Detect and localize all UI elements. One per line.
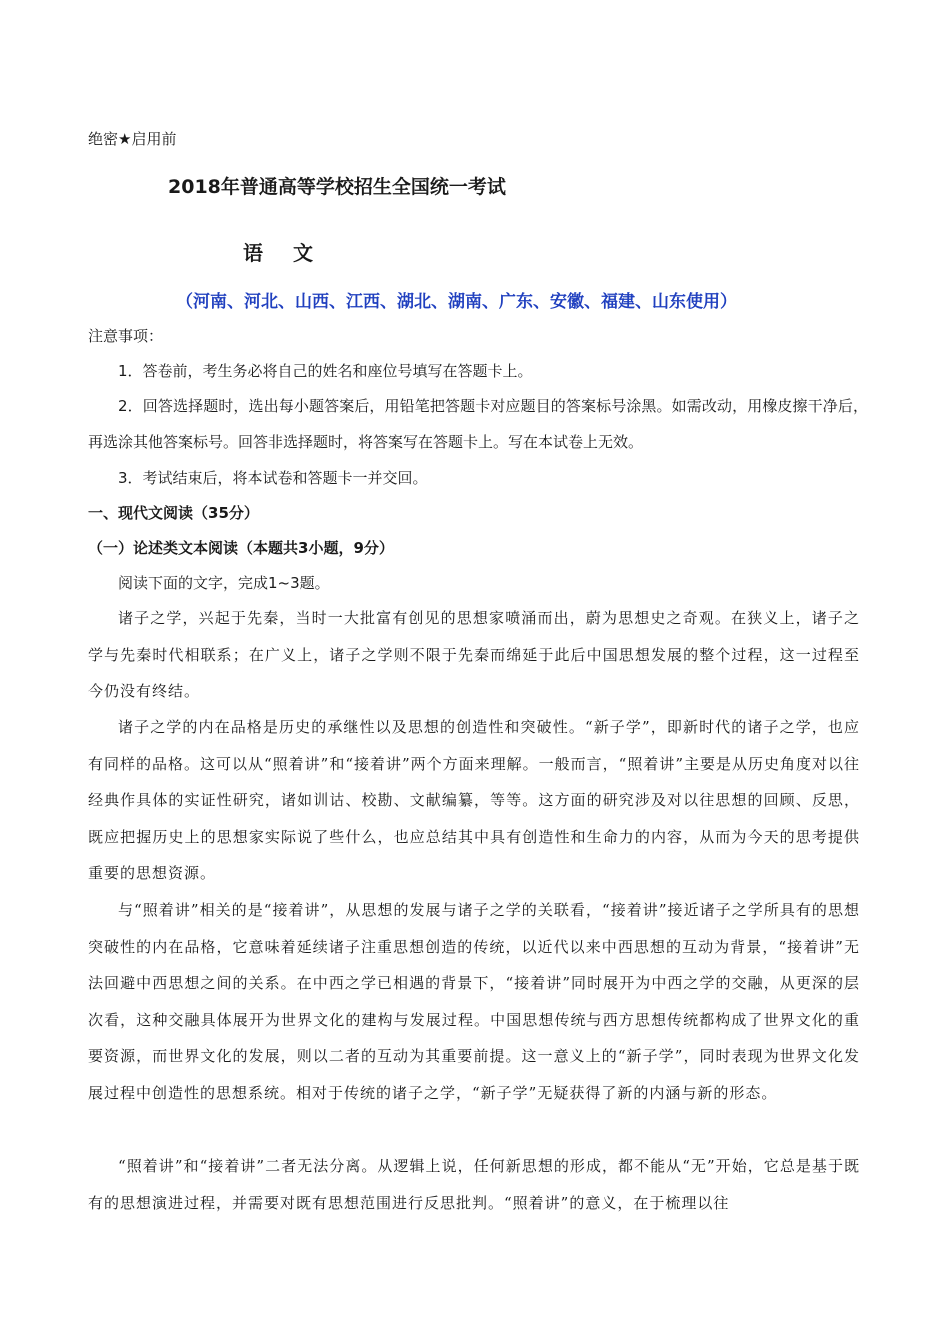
reading-instruction: 阅读下面的文字，完成1~3题。 bbox=[118, 574, 330, 592]
notice-item: 3．考试结束后，将本试卷和答题卡一并交回。 bbox=[118, 469, 428, 487]
article-paragraph: 诸子之学的内在品格是历史的承继性以及思想的创造性和突破性。“新子学”，即新时代的诸子之学，也应有同样的品格。这可以从“照着讲”和“接着讲”两个方面来理解。一般而言，“照着讲”主要是从历史角度对以往经典作具体的实证性研究，诸如训诂、校勘、文献编纂，等等。这方面的研究涉及对以往思想的回顾、反思，既应把握历史上的思想家实际说了些什么，也应总结其中具有创造性和生命力的内容，从而为今天的思考提供重要的思想资源。 bbox=[88, 718, 861, 882]
article-paragraph: 诸子之学，兴起于先秦，当时一大批富有创见的思想家喷涌而出，蔚为思想史之奇观。在狭义上，诸子之学与先秦时代相联系；在广义上，诸子之学则不限于先秦而绵延于此后中国思想发展的整个过程，这一过程至今仍没有终结。 bbox=[88, 609, 860, 700]
secret-label: 绝密★启用前 bbox=[88, 130, 177, 148]
section-heading: 一、现代文阅读（35分） bbox=[88, 504, 259, 522]
provinces-note: （河南、河北、山西、江西、湖北、湖南、广东、安徽、福建、山东使用） bbox=[176, 292, 737, 312]
subject-title: 语文 bbox=[243, 241, 343, 265]
exam-title: 2018年普通高等学校招生全国统一考试 bbox=[168, 176, 506, 198]
subsection-heading: （一）论述类文本阅读（本题共3小题，9分） bbox=[88, 539, 394, 557]
notice-item: 2．回答选择题时，选出每小题答案后，用铅笔把答题卡对应题目的答案标号涂黑。如需改动，用橡皮擦干净后，再选涂其他答案标号。回答非选择题时，将答案写在答题卡上。写在本试卷上无效。 bbox=[88, 397, 868, 451]
article-paragraph: “照着讲”和“接着讲”二者无法分离。从逻辑上说，任何新思想的形成，都不能从“无”开始，它总是基于既有的思想演进过程，并需要对既有思想范围进行反思批判。“照着讲”的意义，在于梳理以往 bbox=[88, 1157, 860, 1212]
notice-item: 1．答卷前，考生务必将自己的姓名和座位号填写在答题卡上。 bbox=[118, 362, 533, 380]
notice-heading: 注意事项： bbox=[88, 327, 164, 345]
article-paragraph: 与“照着讲”相关的是“接着讲”，从思想的发展与诸子之学的关联看，“接着讲”接近诸子之学所具有的思想突破性的内在品格，它意味着延续诸子注重思想创造的传统，以近代以来中西思想的互动为背景，“接着讲”无法回避中西思想之间的关系。在中西之学已相遇的背景下，“接着讲”同时展开为中西之学的交融，从更深的层次看，这种交融具体展开为世界文化的建构与发展过程。中国思想传统与西方思想传统都构成了世界文化的重要资源，而世界文化的发展，则以二者的互动为其重要前提。这一意义上的“新子学”，同时表现为世界文化发展过程中创造性的思想系统。相对于传统的诸子之学，“新子学”无疑获得了新的内涵与新的形态。 bbox=[88, 901, 860, 1102]
